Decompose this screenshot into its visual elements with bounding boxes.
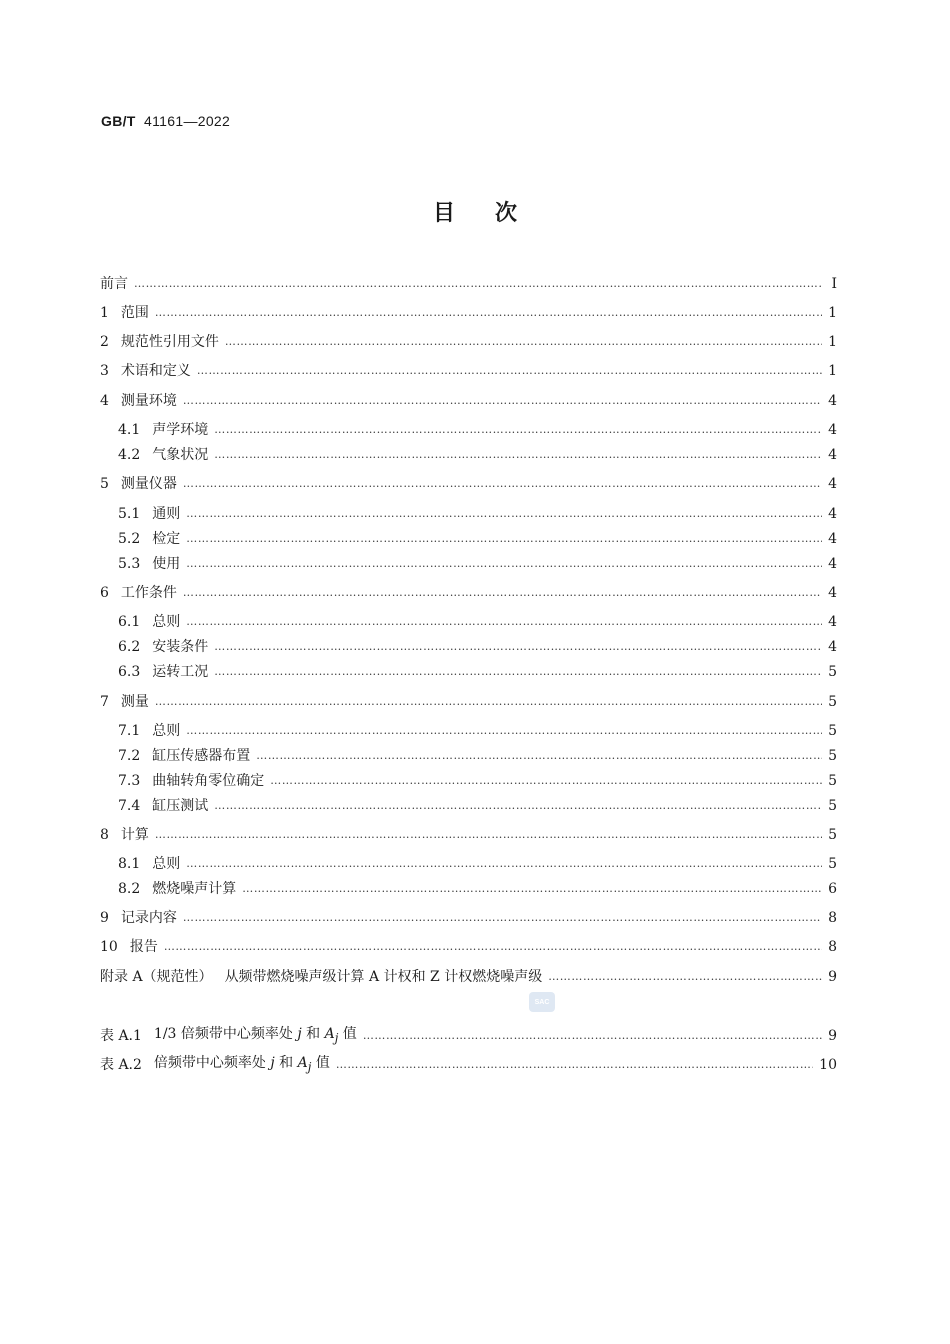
- toc-entry-label: 从频带燃烧噪声级计算 A 计权和 Z 计权燃烧噪声级: [224, 969, 543, 985]
- page-title: 目次: [432, 200, 557, 226]
- toc-leader-dots: [183, 390, 822, 412]
- toc-entry[interactable]: [118, 853, 837, 875]
- toc-entry-page: I: [831, 276, 837, 292]
- toc-entry[interactable]: [100, 302, 837, 324]
- toc-entry[interactable]: [118, 636, 837, 658]
- toc-entry-page: 5: [828, 773, 837, 789]
- toc-entry[interactable]: [118, 528, 837, 550]
- toc-leader-dots: [186, 528, 822, 550]
- toc-entry-label: 总则: [152, 856, 181, 872]
- table-entry-page: 10: [819, 1057, 837, 1073]
- toc-entry[interactable]: [118, 745, 837, 767]
- toc-entry[interactable]: [118, 795, 837, 817]
- toc-entry-number: 4: [100, 393, 109, 409]
- toc-leader-dots: [197, 360, 822, 382]
- toc-entry-label: 总则: [152, 614, 181, 630]
- toc-entry-label: 缸压测试: [152, 798, 209, 814]
- toc-leader-dots: [225, 331, 822, 353]
- toc-entry-number: 附录 A（规范性）: [100, 969, 213, 985]
- toc-entry[interactable]: [100, 907, 837, 929]
- toc-entry-page: 5: [828, 856, 837, 872]
- toc-leader-dots: [336, 1054, 813, 1076]
- toc-entry-label: 报告: [129, 939, 158, 955]
- toc-entry[interactable]: [118, 611, 837, 633]
- toc-entry-number: 7.4: [118, 798, 141, 814]
- toc-leader-dots: [186, 611, 822, 633]
- toc-entry-label: 通则: [152, 506, 181, 522]
- toc-entry-label: 曲轴转角零位确定: [152, 773, 265, 789]
- toc-entry-page: 4: [828, 585, 837, 601]
- toc-entry-number: 6: [100, 585, 109, 601]
- toc-leader-dots: [214, 444, 822, 466]
- toc-leader-dots: [214, 636, 822, 658]
- toc-leader-dots: [183, 582, 822, 604]
- toc-entry-page: 5: [828, 827, 837, 843]
- toc-entry[interactable]: [118, 770, 837, 792]
- toc-entry-page: 5: [828, 664, 837, 680]
- toc-entry-number: 6.2: [118, 639, 141, 655]
- table-entry-page: 9: [828, 1028, 837, 1044]
- toc-entry-number: 8.1: [118, 856, 141, 872]
- toc-leader-dots: [256, 745, 822, 767]
- toc-leader-dots: [183, 907, 822, 929]
- toc-entry-label: 术语和定义: [120, 363, 191, 379]
- toc-entry-number: 8.2: [118, 881, 141, 897]
- toc-entry-page: 4: [828, 531, 837, 547]
- toc-entry-label: 气象状况: [152, 447, 209, 463]
- table-entry-number: 表 A.2: [100, 1057, 142, 1073]
- toc-leader-dots: [214, 419, 822, 441]
- toc-entry-label: 总则: [152, 723, 181, 739]
- toc-leader-dots: [186, 503, 822, 525]
- toc-leader-dots: [214, 661, 822, 683]
- toc-entry-label: 计算: [120, 827, 149, 843]
- toc-entry-number: 4.1: [118, 422, 141, 438]
- toc-entry-page: 5: [828, 694, 837, 710]
- toc-entry-label: 测量环境: [120, 393, 177, 409]
- toc-leader-dots: [164, 936, 822, 958]
- toc-entry-number: 7.1: [118, 723, 141, 739]
- toc-entry[interactable]: [100, 273, 837, 295]
- toc-entry[interactable]: [100, 936, 837, 958]
- toc-entry[interactable]: [100, 824, 837, 846]
- toc-leader-dots: [155, 824, 822, 846]
- toc-leader-dots: [270, 770, 822, 792]
- toc-entry-label: 工作条件: [120, 585, 177, 601]
- toc-entry[interactable]: [100, 691, 837, 713]
- toc-entry-page: 4: [828, 556, 837, 572]
- toc-leader-dots: [242, 878, 822, 900]
- standard-number: 41161—2022: [144, 113, 231, 129]
- toc-entry-number: 7: [100, 694, 109, 710]
- toc-entry-label: 测量仪器: [120, 476, 177, 492]
- table-entry-label: 1/3 倍频带中心频率处 j 和 $A_j$ 值: [153, 1026, 357, 1045]
- toc-entry-label: 运转工况: [152, 664, 209, 680]
- toc-entry-label: 范围: [120, 305, 149, 321]
- toc-entry[interactable]: [118, 503, 837, 525]
- sac-watermark-logo: SAC: [529, 992, 555, 1012]
- toc-entry-page: 4: [828, 447, 837, 463]
- toc-entry-page: 4: [828, 422, 837, 438]
- toc-entry-number: 2: [100, 334, 109, 350]
- toc-entry-number: 7.3: [118, 773, 141, 789]
- toc-entry-number: 3: [100, 363, 109, 379]
- toc-entry-page: 1: [828, 334, 837, 350]
- toc-entry-page: 5: [828, 748, 837, 764]
- toc-entry-page: 5: [828, 798, 837, 814]
- toc-entry-label: 检定: [152, 531, 181, 547]
- toc-entry-label: 前言: [100, 276, 128, 292]
- toc-entry-number: 7.2: [118, 748, 141, 764]
- toc-entry-label: 燃烧噪声计算: [152, 881, 237, 897]
- toc-leader-dots: [183, 473, 822, 495]
- toc-entry-label: 规范性引用文件: [120, 334, 219, 350]
- toc-entry[interactable]: [100, 390, 837, 412]
- toc-entry[interactable]: [118, 444, 837, 466]
- table-entry-label: 倍频带中心频率处 j 和 $A_j$ 值: [153, 1055, 330, 1074]
- toc-entry-number: 5.2: [118, 531, 141, 547]
- toc-entry-number: 4.2: [118, 447, 141, 463]
- toc-entry[interactable]: [100, 360, 837, 382]
- toc-entry-page: 4: [828, 639, 837, 655]
- toc-entry-label: 缸压传感器布置: [152, 748, 251, 764]
- toc-entry-page: 5: [828, 723, 837, 739]
- toc-entry[interactable]: [100, 582, 837, 604]
- toc-leader-dots: [548, 966, 822, 988]
- toc-entry-label: 声学环境: [152, 422, 209, 438]
- toc-entry-number: 5.3: [118, 556, 141, 572]
- toc-leader-dots: [134, 273, 823, 295]
- standard-prefix: GB/T: [101, 113, 136, 129]
- toc-entry-page: 1: [828, 363, 837, 379]
- toc-table-entry[interactable]: [100, 1054, 837, 1076]
- toc-entry-page: 4: [828, 476, 837, 492]
- toc-entry[interactable]: [100, 966, 837, 988]
- toc-entry-label: 记录内容: [120, 910, 177, 926]
- toc-entry-page: 8: [828, 910, 837, 926]
- toc-entry[interactable]: [100, 473, 837, 495]
- standard-code: [101, 113, 242, 129]
- toc-leader-dots: [186, 720, 822, 742]
- toc-entry-number: 1: [100, 305, 109, 321]
- toc-entry-page: 4: [828, 506, 837, 522]
- toc-table-entry[interactable]: [100, 1025, 837, 1047]
- toc-entry-number: 9: [100, 910, 109, 926]
- toc-entry-number: 5: [100, 476, 109, 492]
- toc-entry-page: 4: [828, 614, 837, 630]
- toc-leader-dots: [155, 691, 822, 713]
- toc-entry-number: 6.3: [118, 664, 141, 680]
- toc-entry-page: 6: [828, 881, 837, 897]
- toc-entry[interactable]: [118, 419, 837, 441]
- toc-entry-number: 5.1: [118, 506, 141, 522]
- toc-entry[interactable]: [118, 720, 837, 742]
- toc-entry-label: 安装条件: [152, 639, 209, 655]
- toc-leader-dots: [186, 853, 822, 875]
- toc-entry[interactable]: [118, 661, 837, 683]
- toc-entry-page: 9: [828, 969, 837, 985]
- toc-entry-page: 1: [828, 305, 837, 321]
- toc-entry-number: 10: [100, 939, 118, 955]
- toc-entry-page: 4: [828, 393, 837, 409]
- toc-entry[interactable]: [100, 331, 837, 353]
- toc-entry[interactable]: [118, 553, 837, 575]
- toc-leader-dots: [363, 1025, 822, 1047]
- toc-entry-number: 6.1: [118, 614, 141, 630]
- toc-entry-number: 8: [100, 827, 109, 843]
- toc-entry-label: 使用: [152, 556, 181, 572]
- table-entry-number: 表 A.1: [100, 1028, 142, 1044]
- toc-entry[interactable]: [118, 878, 837, 900]
- toc-leader-dots: [214, 795, 822, 817]
- toc-entry-page: 8: [828, 939, 837, 955]
- toc-leader-dots: [186, 553, 822, 575]
- toc-entry-label: 测量: [120, 694, 149, 710]
- toc-leader-dots: [155, 302, 822, 324]
